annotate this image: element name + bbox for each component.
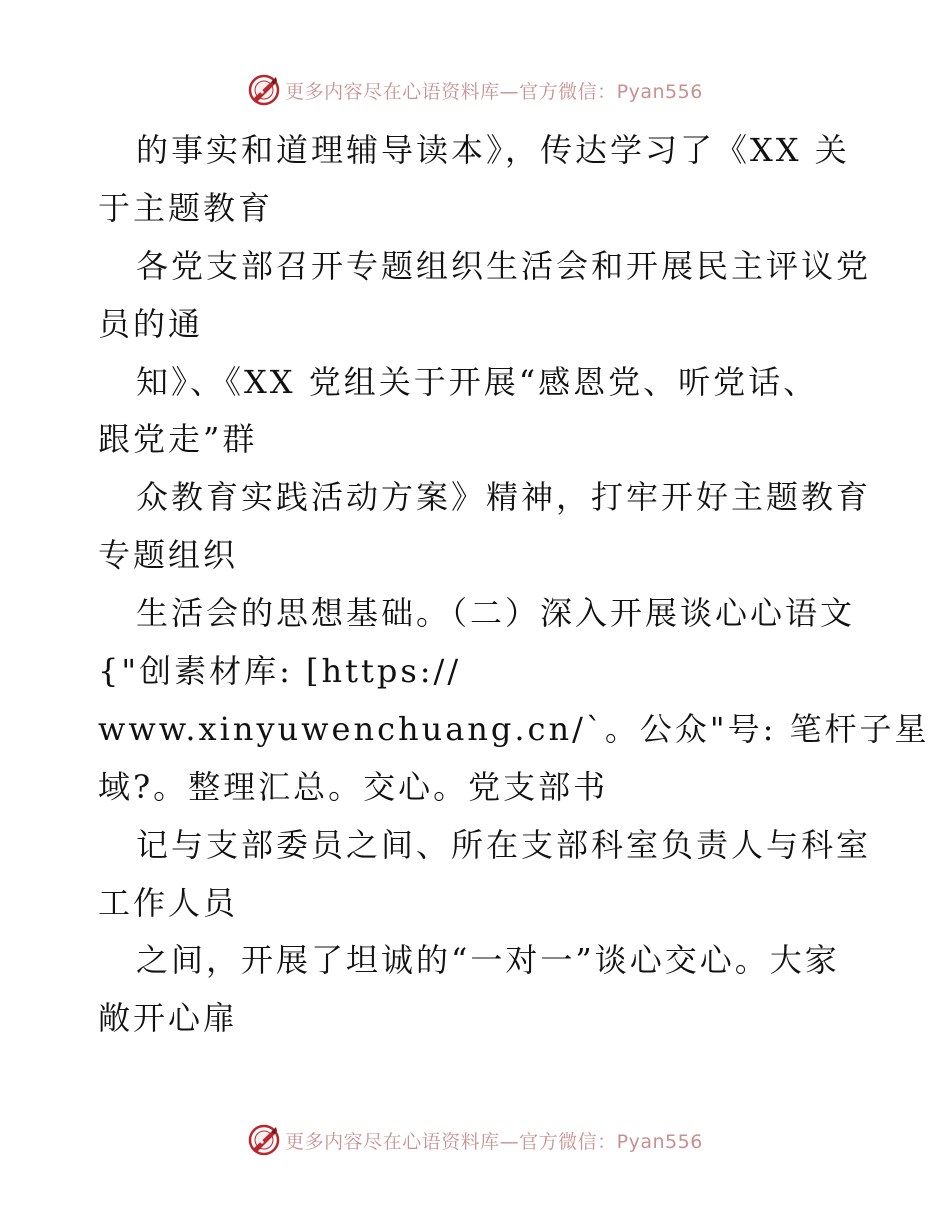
body-line: 专题组织: [98, 536, 239, 575]
pen-nib-logo-icon: [247, 1123, 281, 1157]
body-line: www.xinyuwenchuang.cn/`。公众"号: 笔杆子星: [98, 709, 930, 748]
pen-nib-logo-icon: [247, 73, 281, 107]
body-line: 生活会的思想基础。（二）深入开展谈心心语文: [136, 594, 856, 633]
body-line: 工作人员: [98, 883, 239, 922]
body-line: 员的通: [98, 304, 204, 343]
body-line: 域?。整理汇总。交心。党支部书: [98, 767, 609, 806]
document-body: [98, 122, 930, 1048]
body-line: 记与支部委员之间、所在支部科室负责人与科室: [136, 825, 872, 864]
header-watermark: [0, 70, 950, 110]
body-line: 各党支部召开专题组织生活会和开展民主评议党: [136, 246, 872, 285]
header-watermark-text: 更多内容尽在心语资料库—官方微信：Pyan556: [285, 80, 703, 103]
body-line: 之间，开展了坦诚的“一对一”谈心交心。大家: [136, 941, 840, 980]
body-line: 于主题教育: [98, 188, 274, 227]
body-line: {"创素材库: [https://: [98, 652, 462, 691]
body-line: 敞开心扉: [98, 999, 239, 1038]
footer-watermark-text: 更多内容尽在心语资料库—官方微信：Pyan556: [285, 1130, 703, 1153]
body-line: 知》、《XX 党组关于开展“感恩党、听党话、: [136, 362, 819, 401]
body-line: 众教育实践活动方案》精神，打牢开好主题教育: [136, 478, 872, 517]
body-line: 的事实和道理辅导读本》，传达学习了《XX 关: [136, 131, 850, 169]
body-line: 跟党走”群: [98, 420, 258, 459]
footer-watermark: [0, 1120, 950, 1160]
